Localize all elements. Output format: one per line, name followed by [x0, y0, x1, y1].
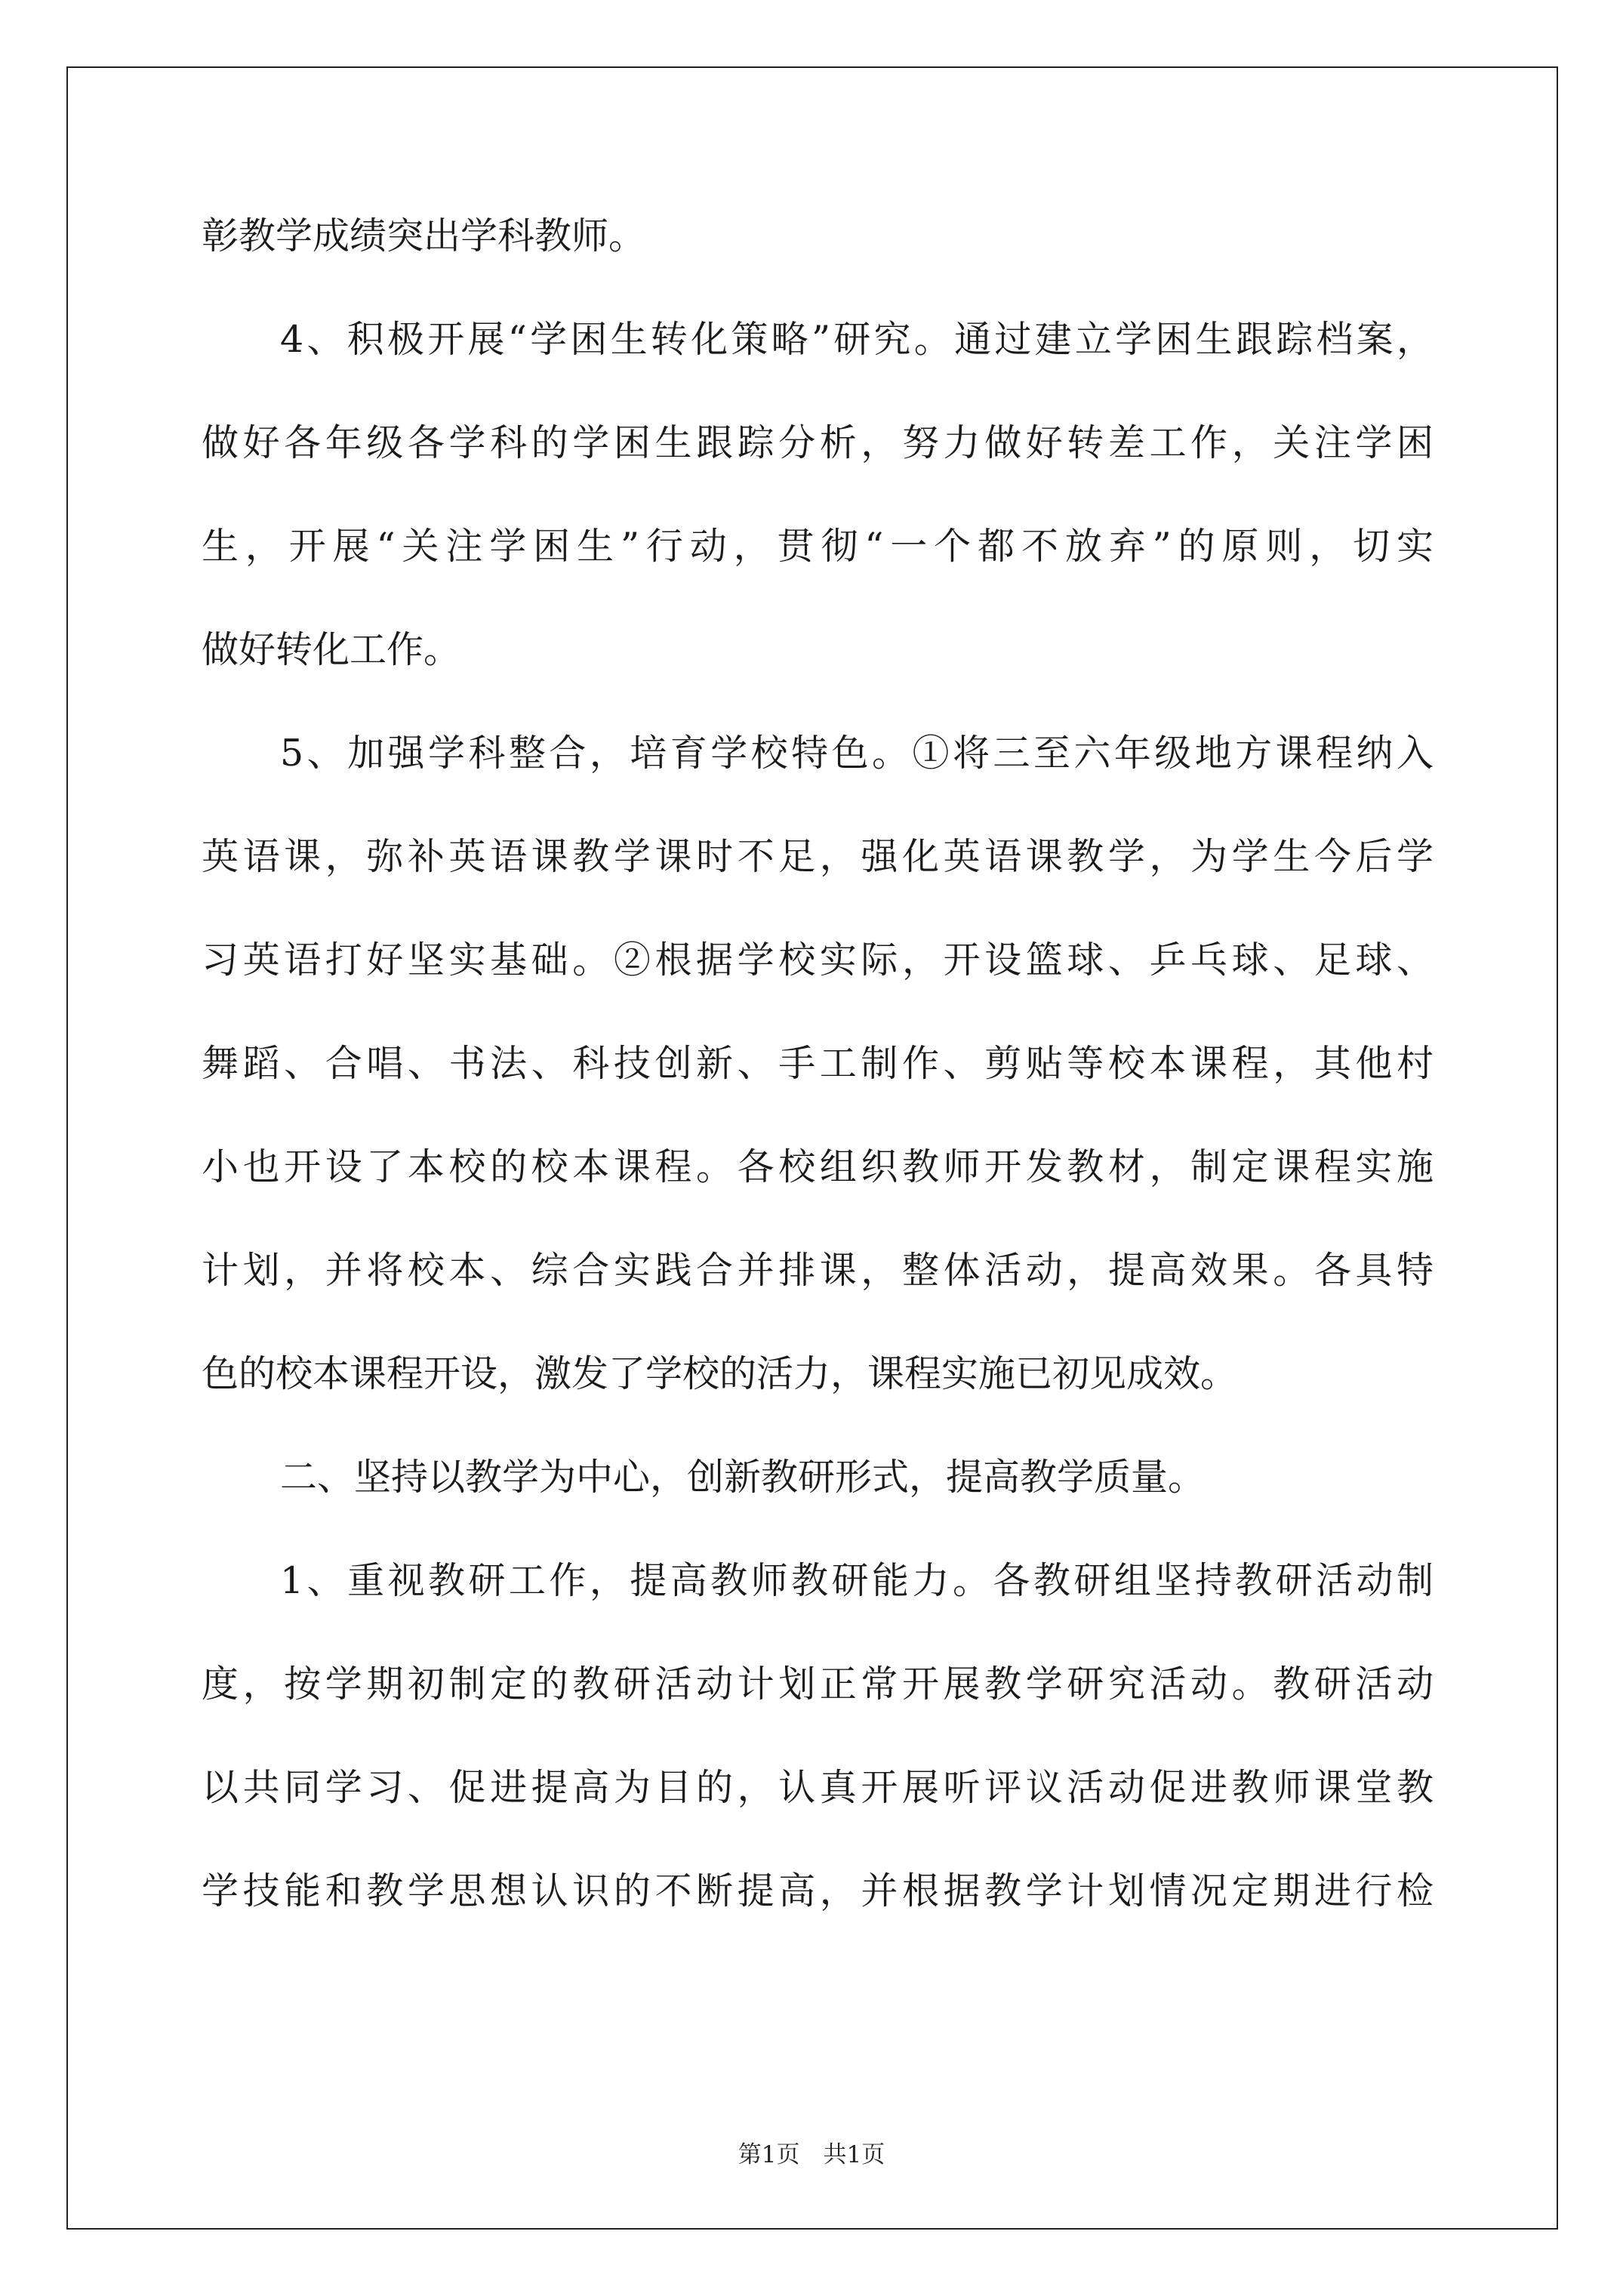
document-body — [202, 214, 1434, 1972]
section-heading: 二、坚持以教学为中心，创新教研形式，提高教学质量。 — [280, 1456, 1206, 1499]
page-footer: 第1页 共1页 — [738, 2141, 885, 2168]
text-line: 学技能和教学思想认识的不断提高，并根据教学计划情况定期进行检 — [202, 1869, 1434, 1912]
text-line: 以共同学习、促进提高为目的，认真开展听评议活动促进教师课堂教 — [202, 1766, 1434, 1809]
text-line: 色的校本课程开设，激发了学校的活力，课程实施已初见成效。 — [202, 1352, 1238, 1395]
text-line: 小也开设了本校的校本课程。各校组织教师开发教材，制定课程实施 — [202, 1145, 1434, 1188]
text-line: 4、积极开展“学困生转化策略”研究。通过建立学困生跟踪档案， — [280, 318, 1434, 361]
text-line: 度，按学期初制定的教研活动计划正常开展教学研究活动。教研活动 — [202, 1663, 1434, 1706]
text-line: 5、加强学科整合，培育学校特色。①将三至六年级地方课程纳入 — [280, 732, 1434, 775]
text-line: 习英语打好坚实基础。②根据学校实际，开设篮球、乒乓球、足球、 — [202, 938, 1434, 982]
text-line: 1、重视教研工作，提高教师教研能力。各教研组坚持教研活动制 — [280, 1559, 1434, 1602]
text-line: 做好各年级各学科的学困生跟踪分析，努力做好转差工作，关注学困 — [202, 421, 1434, 464]
text-line: 做好转化工作。 — [202, 628, 461, 671]
text-line: 舞蹈、合唱、书法、科技创新、手工制作、剪贴等校本课程，其他村 — [202, 1042, 1434, 1085]
text-line: 生，开展“关注学困生”行动，贯彻“一个都不放弃”的原则，切实 — [202, 525, 1434, 568]
text-line: 彰教学成绩突出学科教师。 — [202, 214, 646, 257]
text-line: 计划，并将校本、综合实践合并排课，整体活动，提高效果。各具特 — [202, 1249, 1434, 1292]
text-line: 英语课，弥补英语课教学课时不足，强化英语课教学，为学生今后学 — [202, 835, 1434, 878]
